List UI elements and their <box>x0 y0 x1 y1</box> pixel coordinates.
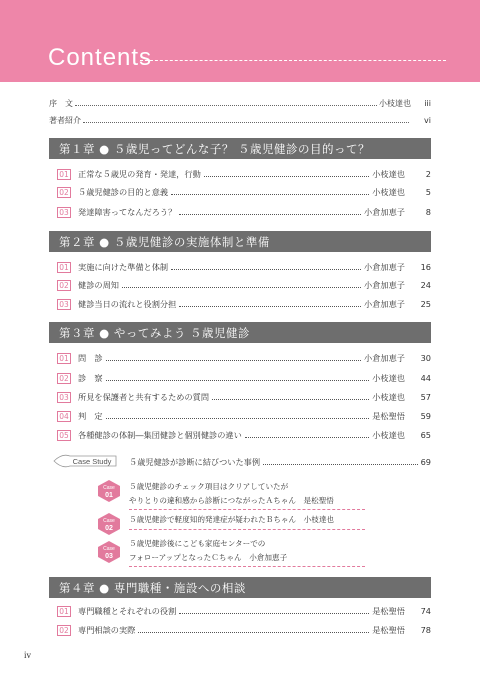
item-page: 44 <box>420 373 431 383</box>
leader-dots <box>138 632 369 633</box>
case-item-1[interactable] <box>98 480 418 510</box>
item-number: 03 <box>57 299 71 310</box>
item-number: 01 <box>57 353 71 364</box>
entry-page: vi <box>424 115 431 125</box>
leader-dots <box>179 214 361 215</box>
item-page: 30 <box>420 353 431 363</box>
item-author: 小枝達也 <box>372 168 405 179</box>
toc-item[interactable] <box>57 167 431 181</box>
leader-dots <box>106 360 361 361</box>
case-item-3[interactable] <box>98 537 418 567</box>
item-number: 02 <box>57 373 71 384</box>
item-page: 2 <box>425 169 431 179</box>
case-badge-icon <box>98 541 120 563</box>
page-folio: iv <box>24 650 32 660</box>
toc-item[interactable] <box>57 428 431 442</box>
item-page: 25 <box>420 299 431 309</box>
item-label: 実施に向けた準備と体制 <box>78 261 169 272</box>
toc-item[interactable] <box>57 185 431 199</box>
toc-item[interactable] <box>57 604 431 618</box>
case-line-1: ５歳児健診後にこども家庭センターでの <box>129 539 266 548</box>
badge-word: Case <box>103 546 115 552</box>
item-page: 59 <box>420 411 431 421</box>
item-label: 健診当日の流れと役割分担 <box>78 298 177 309</box>
case-text <box>129 513 334 527</box>
item-number: 02 <box>57 280 71 291</box>
header-dashed-line <box>140 60 446 61</box>
badge-number: 02 <box>105 525 113 532</box>
leader-dots <box>75 105 377 106</box>
item-number: 05 <box>57 430 71 441</box>
toc-item[interactable] <box>57 409 431 423</box>
badge-number: 03 <box>105 553 113 560</box>
item-author: 小枝達也 <box>372 372 405 383</box>
case-underline <box>129 529 365 530</box>
leader-dots <box>245 437 369 438</box>
toc-item[interactable] <box>57 623 431 637</box>
badge-word: Case <box>103 518 115 524</box>
item-author: 小倉加恵子 <box>364 206 405 217</box>
item-number: 03 <box>57 392 71 403</box>
toc-item[interactable] <box>57 371 431 385</box>
leader-dots <box>179 613 369 614</box>
item-author: 小枝達也 <box>372 186 405 197</box>
item-label: 専門職種とそれぞれの役割 <box>78 605 177 616</box>
item-label: 正常な５歳児の発育・発達，行動 <box>78 168 201 179</box>
case-study-page: 69 <box>420 457 431 467</box>
leader-dots <box>204 176 369 177</box>
contents-header <box>0 0 480 82</box>
item-label: 問 診 <box>78 352 103 363</box>
leader-dots <box>122 287 361 288</box>
leader-dots <box>106 418 370 419</box>
leader-dots <box>263 464 418 465</box>
chapter-4-heading[interactable]: 第４章 ● 専門職種・施設への相談 <box>49 577 431 598</box>
leader-dots <box>179 306 361 307</box>
toc-entry-preface[interactable] <box>49 97 431 109</box>
leader-dots <box>171 194 369 195</box>
case-underline <box>129 509 365 510</box>
item-author: 小倉加恵子 <box>364 352 405 363</box>
item-author: 小倉加恵子 <box>364 298 405 309</box>
item-label: 発達障害ってなんだろう？ <box>78 206 177 217</box>
case-study-title: ５歳児健診が診断に結びついた事例 <box>129 456 261 467</box>
item-number: 01 <box>57 169 71 180</box>
badge-number: 01 <box>105 492 113 499</box>
item-number: 02 <box>57 187 71 198</box>
item-author: 小枝達也 <box>372 391 405 402</box>
toc-item[interactable] <box>57 351 431 365</box>
item-page: 78 <box>420 625 431 635</box>
item-page: 74 <box>420 606 431 616</box>
leader-dots <box>212 399 369 400</box>
case-study-entry[interactable] <box>129 456 431 468</box>
page-title: Contents <box>48 44 153 71</box>
toc-item[interactable] <box>57 205 431 219</box>
case-underline <box>129 566 365 567</box>
item-author: 小枝達也 <box>372 429 405 440</box>
item-page: 24 <box>420 280 431 290</box>
entry-label: 序 文 <box>49 98 73 108</box>
entry-page: iii <box>424 98 431 108</box>
item-number: 01 <box>57 262 71 273</box>
item-label: ５歳児健診の目的と意義 <box>78 186 169 197</box>
case-study-flag-icon <box>52 452 120 470</box>
item-page: 5 <box>425 187 431 197</box>
leader-dots <box>171 269 361 270</box>
item-page: 57 <box>420 392 431 402</box>
item-label: 診 察 <box>78 372 103 383</box>
case-text <box>129 480 334 508</box>
case-line-2: やりとりの違和感から診断につながったＡちゃん 是松聖悟 <box>129 496 334 505</box>
chapter-3-heading[interactable]: 第３章 ● やってみよう ５歳児健診 <box>49 322 431 343</box>
item-label: 各種健診の体制―集団健診と個別健診の違い <box>78 429 242 440</box>
item-label: 所見を保護者と共有するための質問 <box>78 391 210 402</box>
toc-entry-authors[interactable] <box>49 114 431 126</box>
badge-word: Case <box>103 485 115 491</box>
toc-item[interactable] <box>57 297 431 311</box>
item-author: 小倉加恵子 <box>364 261 405 272</box>
item-page: 8 <box>425 207 431 217</box>
chapter-2-heading[interactable]: 第２章 ● ５歳児健診の実施体制と準備 <box>49 231 431 252</box>
toc-item[interactable] <box>57 278 431 292</box>
chapter-1-heading[interactable]: 第１章 ● ５歳児ってどんな子？ ５歳児健診の目的って？ <box>49 138 431 159</box>
leader-dots <box>106 380 370 381</box>
leader-dots <box>83 122 409 123</box>
item-label: 健診の周知 <box>78 279 119 290</box>
case-item-2[interactable] <box>98 513 418 533</box>
entry-label: 著者紹介 <box>49 115 81 125</box>
case-badge-icon <box>98 480 120 502</box>
case-line-1: ５歳児健診のチェック項目はクリアしていたが <box>129 482 289 491</box>
item-author: 是松聖悟 <box>372 624 405 635</box>
item-label: 専門相談の実際 <box>78 624 136 635</box>
toc-item[interactable] <box>57 390 431 404</box>
item-number: 02 <box>57 625 71 636</box>
item-number: 01 <box>57 606 71 617</box>
case-line-2: フォローアップとなったＣちゃん 小倉加恵子 <box>129 553 288 562</box>
item-author: 是松聖悟 <box>372 410 405 421</box>
item-page: 65 <box>420 430 431 440</box>
case-badge-icon <box>98 513 120 535</box>
toc-item[interactable] <box>57 260 431 274</box>
case-text <box>129 537 287 565</box>
item-label: 判 定 <box>78 410 103 421</box>
case-study-tag-text: Case Study <box>72 457 112 466</box>
item-author: 是松聖悟 <box>372 605 405 616</box>
item-number: 04 <box>57 411 71 422</box>
item-number: 03 <box>57 207 71 218</box>
item-page: 16 <box>420 262 431 272</box>
case-line-1: ５歳児健診で軽度知的発達症が疑われたＢちゃん 小枝達也 <box>129 515 335 524</box>
item-author: 小倉加恵子 <box>364 279 405 290</box>
entry-author: 小枝達也 <box>379 98 411 108</box>
